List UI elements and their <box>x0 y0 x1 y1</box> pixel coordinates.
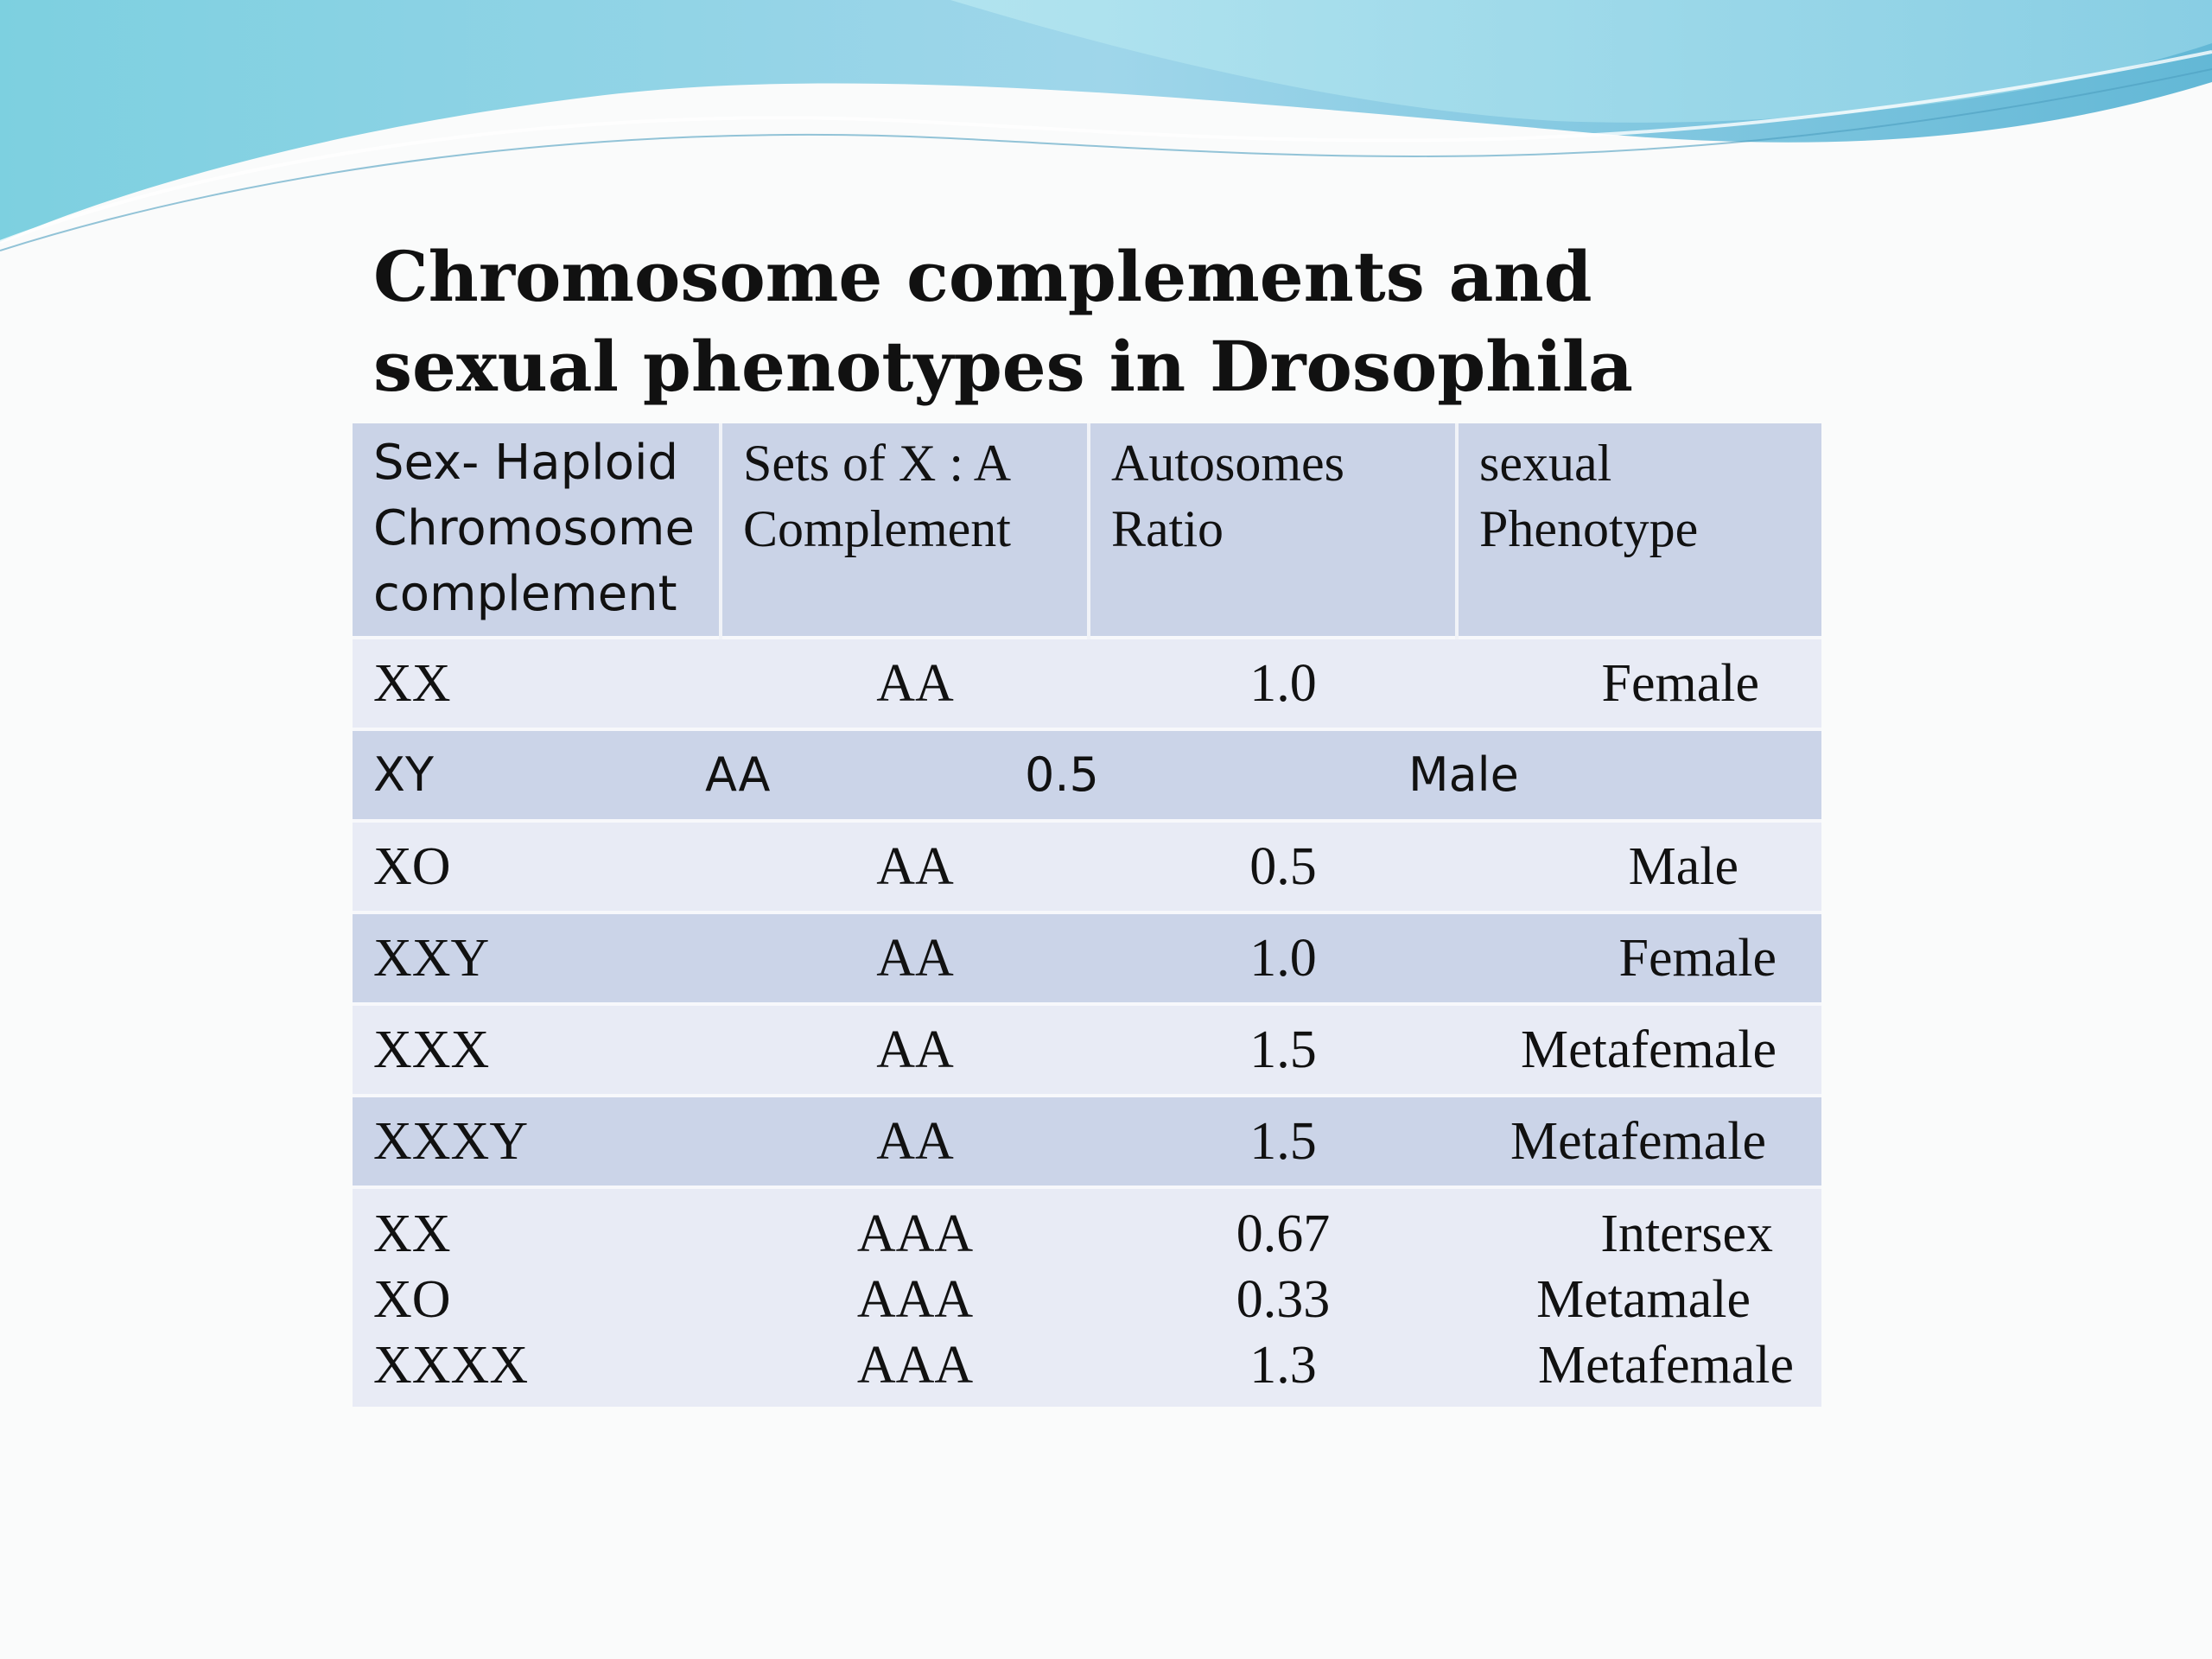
cell-ratio: 1.0 <box>1249 929 1317 988</box>
table-row <box>353 729 1821 821</box>
cell-sets-group <box>721 1187 1089 1407</box>
header-sets-x-a-complement <box>721 423 1089 638</box>
header-text: Ratio <box>1111 500 1224 557</box>
slide-title: Chromosome complements and sexual phenotypes in Drosophila <box>373 236 1633 407</box>
cell-sets: AA <box>876 929 954 988</box>
cell-complement: XXXY <box>373 1112 529 1171</box>
table-row <box>353 1187 1821 1407</box>
cell-complement-group <box>353 1187 721 1407</box>
cell-ratio: 1.5 <box>1249 1020 1317 1079</box>
header-sex-haploid-complement <box>353 423 721 638</box>
header-text: Complement <box>743 500 1011 557</box>
cell-complement: XX <box>373 654 451 713</box>
header-text: sexual <box>1479 435 1612 492</box>
chromosome-table <box>353 423 1821 1407</box>
cell-sets: AA <box>876 837 954 896</box>
cell-sets: AAA <box>856 1336 974 1395</box>
header-text: Phenotype <box>1479 500 1699 557</box>
table-header-row <box>353 423 1821 638</box>
cell-complement: XXX <box>373 1020 490 1079</box>
table-row <box>353 1004 1821 1096</box>
header-text: Autosomes <box>1111 435 1344 492</box>
cell-phenotype: Male <box>1408 747 1519 802</box>
cell-phenotype: Female <box>1601 654 1759 713</box>
cell-ratio: 1.5 <box>1249 1112 1317 1171</box>
header-sexual-phenotype <box>1457 423 1821 638</box>
cell-sets: AAA <box>856 1270 974 1329</box>
header-autosomes-ratio <box>1089 423 1457 638</box>
cell-ratio: 0.5 <box>1249 837 1317 896</box>
cell-complement: XY <box>373 747 434 802</box>
cell-ratio: 0.67 <box>1236 1205 1331 1263</box>
cell-complement: XX <box>373 1205 451 1263</box>
table-row <box>353 1096 1821 1187</box>
table-row <box>353 821 1821 912</box>
cell-sets: AAA <box>856 1205 974 1263</box>
cell-ratio: 0.33 <box>1236 1270 1331 1329</box>
cell-phenotype: Female <box>1618 929 1777 988</box>
cell-complement: XO <box>373 1270 451 1329</box>
cell-sets: AA <box>705 747 771 802</box>
cell-phenotype: Metafemale <box>1520 1020 1777 1079</box>
cell-complement: XO <box>373 837 451 896</box>
cell-ratio: 1.3 <box>1249 1336 1317 1395</box>
cell-phenotype: Intersex <box>1600 1205 1773 1263</box>
cell-phenotype: Male <box>1628 837 1738 896</box>
cell-sets: AA <box>876 654 954 713</box>
header-text: complement <box>373 566 677 622</box>
cell-phenotype-group <box>1457 1187 1821 1407</box>
header-text: Chromosome <box>373 500 695 556</box>
cell-sets: AA <box>876 1112 954 1171</box>
cell-phenotype: Metamale <box>1536 1270 1751 1329</box>
cell-ratio-group <box>1089 1187 1457 1407</box>
cell-phenotype: Metafemale <box>1510 1112 1766 1171</box>
header-text: Sex- Haploid <box>373 435 679 491</box>
cell-complement: XXXX <box>373 1336 529 1395</box>
cell-ratio: 0.5 <box>1025 747 1099 802</box>
header-text: Sets of X : A <box>743 435 1012 492</box>
cell-ratio: 1.0 <box>1249 654 1317 713</box>
table-row <box>353 912 1821 1004</box>
cell-phenotype: Metafemale <box>1537 1336 1794 1395</box>
cell-complement: XXY <box>373 929 490 988</box>
table-row <box>353 638 1821 729</box>
cell-sets: AA <box>876 1020 954 1079</box>
